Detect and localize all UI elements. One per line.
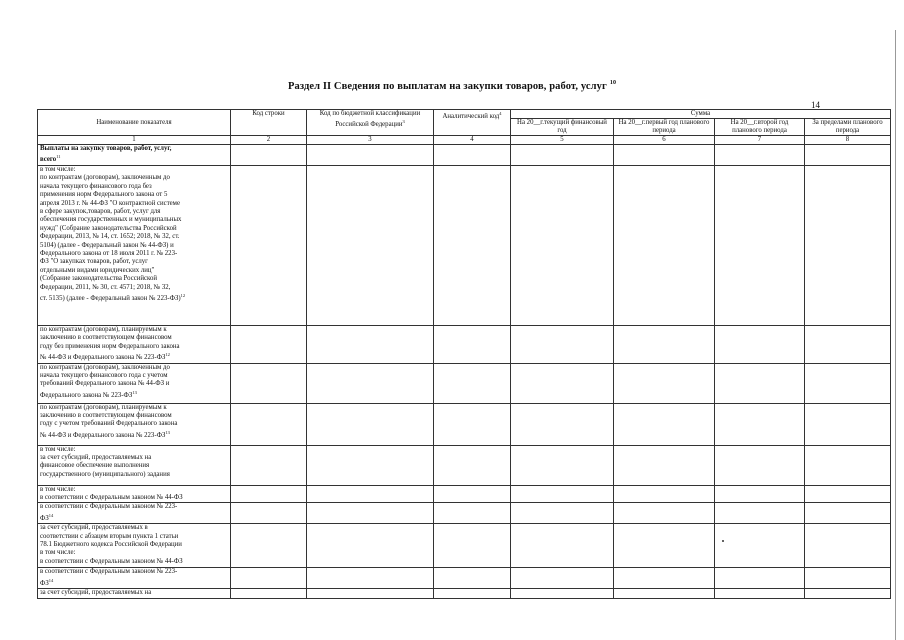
value-cell-col-4[interactable]	[434, 524, 511, 568]
value-cell-col-2[interactable]	[231, 568, 307, 589]
value-cell-col-3[interactable]	[307, 485, 434, 503]
value-cell-col-6[interactable]	[614, 363, 715, 403]
value-cell-col-5[interactable]	[511, 166, 614, 326]
value-cell-col-5[interactable]	[511, 524, 614, 568]
value-cell-col-8[interactable]	[805, 503, 891, 524]
value-cell-col-3[interactable]	[307, 445, 434, 485]
value-cell-col-3[interactable]	[307, 503, 434, 524]
value-cell-col-2[interactable]	[231, 363, 307, 403]
value-cell-col-5[interactable]	[511, 568, 614, 589]
indicator-name-line: государственного (муниципального) задания	[40, 470, 170, 478]
table-row	[38, 568, 891, 589]
scan-speck	[722, 540, 724, 542]
column-header-budget-code	[307, 110, 434, 136]
indicator-name-line: в том числе:	[40, 166, 76, 173]
column-number-6: 6	[614, 136, 715, 145]
value-cell-col-7[interactable]	[715, 445, 805, 485]
indicator-name-cell	[38, 485, 231, 503]
column-header-year-first: На 20__г.первый год планового периода	[614, 119, 715, 136]
indicator-name-line: в том числе:	[40, 549, 76, 557]
section-title	[0, 80, 904, 92]
indicator-name-line: (Собрание законодательства Российской	[40, 275, 158, 283]
value-cell-col-8[interactable]	[805, 403, 891, 445]
column-number-7: 7	[715, 136, 805, 145]
value-cell-col-5[interactable]	[511, 485, 614, 503]
indicator-name-line: заключению в соответствующем финансовом	[40, 412, 172, 420]
value-cell-col-4[interactable]	[434, 166, 511, 326]
value-cell-col-7[interactable]	[715, 145, 805, 166]
value-cell-col-8[interactable]	[805, 568, 891, 589]
value-cell-col-4[interactable]	[434, 363, 511, 403]
indicator-name-line: № 44-ФЗ и Федерального закона № 223-ФЗ	[40, 354, 166, 362]
indicator-name-line: Федерального закона № 223-ФЗ	[40, 391, 133, 399]
value-cell-col-3[interactable]	[307, 363, 434, 403]
table-row	[38, 166, 891, 326]
column-header-analytic-code-label: Аналитический код	[442, 113, 500, 120]
indicator-name-line: ст. 5135) (далее - Федеральный закон № 223-ФЗ)	[40, 295, 181, 303]
indicator-name-line: в сфере закупок,товаров, работ, услуг для	[40, 208, 161, 216]
indicator-name-line: применения норм Федерального закона от 5	[40, 191, 168, 199]
column-header-beyond: За пределами планового периода	[805, 119, 891, 136]
table-row	[38, 445, 891, 485]
indicator-name-line: по контрактам (договорам), заключенным до	[40, 363, 170, 371]
value-cell-col-7[interactable]	[715, 485, 805, 503]
value-cell-col-7[interactable]	[715, 524, 805, 568]
column-header-sum: Сумма	[511, 110, 891, 119]
indicator-name-cell	[38, 326, 231, 364]
value-cell-col-7[interactable]	[715, 589, 805, 599]
value-cell-col-6[interactable]	[614, 485, 715, 503]
value-cell-col-7[interactable]	[715, 166, 805, 326]
value-cell-col-7[interactable]	[715, 568, 805, 589]
value-cell-col-6[interactable]	[614, 445, 715, 485]
value-cell-col-8[interactable]	[805, 485, 891, 503]
indicator-name-line: по контрактам (договорам), планируемым к	[40, 403, 167, 411]
value-cell-col-6[interactable]	[614, 568, 715, 589]
indicator-name-line: заключению в соответствующем финансовом	[40, 334, 172, 342]
page-marker: 14	[811, 100, 820, 110]
indicator-name-line: нужд" (Собрание законодательства Российской	[40, 224, 177, 232]
value-cell-col-8[interactable]	[805, 166, 891, 326]
value-cell-col-4[interactable]	[434, 485, 511, 503]
value-cell-col-3[interactable]	[307, 524, 434, 568]
value-cell-col-2[interactable]	[231, 166, 307, 326]
table-row	[38, 403, 891, 445]
indicator-name-line: году без применения норм Федерального закона	[40, 342, 180, 350]
value-cell-col-8[interactable]	[805, 326, 891, 364]
table-row	[38, 589, 891, 599]
value-cell-col-3[interactable]	[307, 403, 434, 445]
value-cell-col-3[interactable]	[307, 326, 434, 364]
table-row	[38, 363, 891, 403]
indicator-name-cell	[38, 524, 231, 568]
budget-code-footnote: 3	[402, 119, 405, 124]
column-header-budget-code-label: Код по бюджетной классификации Российской Федерации	[319, 110, 421, 128]
value-cell-col-2[interactable]	[231, 403, 307, 445]
indicator-name-line: Федерального закона от 18 июля 2011 г. № 223-	[40, 250, 178, 258]
section-title-footnote: 10	[609, 80, 617, 86]
column-number-3: 3	[307, 136, 434, 145]
value-cell-col-5[interactable]	[511, 326, 614, 364]
value-cell-col-2[interactable]	[231, 589, 307, 599]
value-cell-col-6[interactable]	[614, 166, 715, 326]
indicator-name-cell	[38, 568, 231, 589]
value-cell-col-2[interactable]	[231, 524, 307, 568]
indicator-name-line: за счет субсидий, предоставляемых на	[40, 454, 152, 462]
column-number-2: 2	[231, 136, 307, 145]
value-cell-col-7[interactable]	[715, 403, 805, 445]
footnote-marker: 13	[132, 389, 137, 395]
indicator-name-line: № 44-ФЗ и Федерального закона № 223-ФЗ	[40, 431, 166, 439]
value-cell-col-7[interactable]	[715, 363, 805, 403]
value-cell-col-8[interactable]	[805, 363, 891, 403]
indicator-name-line: требований Федерального закона № 44-ФЗ и	[40, 380, 170, 388]
table-row	[38, 524, 891, 568]
indicator-name-line: 78.1 Бюджетного кодекса Российской Федерации	[40, 541, 182, 549]
indicator-name-cell	[38, 145, 231, 166]
value-cell-col-6[interactable]	[614, 145, 715, 166]
value-cell-col-6[interactable]	[614, 524, 715, 568]
footnote-marker: 12	[180, 293, 186, 299]
page-edge-line	[895, 30, 896, 640]
value-cell-col-2[interactable]	[231, 485, 307, 503]
indicator-name-line: Выплаты на закупку товаров, работ, услуг,	[40, 145, 172, 152]
value-cell-col-2[interactable]	[231, 445, 307, 485]
value-cell-col-8[interactable]	[805, 145, 891, 166]
value-cell-col-5[interactable]	[511, 589, 614, 599]
payments-table	[37, 109, 891, 599]
value-cell-col-5[interactable]	[511, 145, 614, 166]
value-cell-col-5[interactable]	[511, 403, 614, 445]
table-row	[38, 485, 891, 503]
value-cell-col-3[interactable]	[307, 589, 434, 599]
value-cell-col-4[interactable]	[434, 568, 511, 589]
value-cell-col-4[interactable]	[434, 589, 511, 599]
table-row	[38, 145, 891, 166]
value-cell-col-4[interactable]	[434, 445, 511, 485]
column-header-year-second: На 20__г.второй год планового периода	[715, 119, 805, 136]
indicator-name-line: обеспечения государственных и муниципальных	[40, 216, 182, 224]
value-cell-col-4[interactable]	[434, 145, 511, 166]
footnote-marker: 13	[165, 429, 170, 435]
indicator-name-line: ФЗ "О закупках товаров, работ, услуг	[40, 258, 148, 266]
value-cell-col-4[interactable]	[434, 326, 511, 364]
column-header-year-current: На 20__г.текущий финансовый год	[511, 119, 614, 136]
column-header-analytic-code	[434, 110, 511, 136]
indicator-name-line: финансовое обеспечение выполнения	[40, 462, 150, 470]
value-cell-col-8[interactable]	[805, 445, 891, 485]
value-cell-col-5[interactable]	[511, 445, 614, 485]
footnote-marker: 14	[48, 577, 54, 583]
indicator-name-line: всего	[40, 156, 57, 164]
value-cell-col-2[interactable]	[231, 326, 307, 364]
column-number-1: 1	[38, 136, 231, 145]
value-cell-col-3[interactable]	[307, 568, 434, 589]
indicator-name-line: за счет субсидий, предоставляемых в	[40, 524, 148, 532]
value-cell-col-2[interactable]	[231, 145, 307, 166]
value-cell-col-8[interactable]	[805, 524, 891, 568]
column-header-row-code: Код строки	[231, 110, 307, 136]
indicator-name-line: в том числе:	[40, 445, 76, 453]
indicator-name-line: ФЗ	[40, 514, 49, 522]
column-number-8: 8	[805, 136, 891, 145]
value-cell-col-5[interactable]	[511, 503, 614, 524]
indicator-name-cell	[38, 589, 231, 599]
indicator-name-cell	[38, 166, 231, 326]
value-cell-col-7[interactable]	[715, 503, 805, 524]
indicator-name-line: соответствии с абзацем вторым пункта 1 статьи	[40, 532, 179, 540]
indicator-name-line: 5104) (далее - Федеральный закон № 44-ФЗ) и	[40, 241, 174, 249]
value-cell-col-6[interactable]	[614, 403, 715, 445]
indicator-name-line: в соответствии с Федеральным законом № 44-ФЗ	[40, 557, 183, 565]
indicator-name-line: начала текущего финансового года с учетом	[40, 372, 168, 380]
value-cell-col-4[interactable]	[434, 503, 511, 524]
column-header-name: Наименование показателя	[38, 110, 231, 136]
value-cell-col-6[interactable]	[614, 326, 715, 364]
footnote-marker: 11	[56, 154, 61, 160]
footnote-marker: 12	[165, 352, 170, 358]
column-number-5: 5	[511, 136, 614, 145]
table-row	[38, 503, 891, 524]
value-cell-col-3[interactable]	[307, 166, 434, 326]
indicator-name-cell	[38, 363, 231, 403]
indicator-name-line: в соответствии с Федеральным законом № 223-	[40, 568, 178, 576]
footnote-marker: 14	[48, 512, 54, 518]
indicator-name-line: в том числе:	[40, 485, 76, 493]
indicator-name-line: начала текущего финансового года без	[40, 182, 152, 190]
indicator-name-line: в соответствии с Федеральным законом № 223-	[40, 503, 178, 511]
value-cell-col-5[interactable]	[511, 363, 614, 403]
indicator-name-line: апреля 2013 г. № 44-ФЗ "О контрактной системе	[40, 199, 181, 207]
indicator-name-line: за счет субсидий, предоставляемых на	[40, 589, 152, 597]
indicator-name-cell	[38, 445, 231, 485]
value-cell-col-4[interactable]	[434, 403, 511, 445]
value-cell-col-7[interactable]	[715, 326, 805, 364]
indicator-name-cell	[38, 503, 231, 524]
indicator-name-line: отдельными видами юридических лиц"	[40, 266, 155, 274]
value-cell-col-6[interactable]	[614, 503, 715, 524]
section-title-text: Раздел II Сведения по выплатам на закупки товаров, работ, услуг	[287, 81, 607, 92]
indicator-name-line: по контрактам (договорам), планируемым к	[40, 326, 167, 333]
indicator-name-line: году с учетом требований Федерального закона	[40, 420, 178, 428]
value-cell-col-3[interactable]	[307, 145, 434, 166]
indicator-name-line: Федерации, 2013, № 14, ст. 1652; 2018, № 32, ст.	[40, 233, 180, 241]
table-row	[38, 326, 891, 364]
indicator-name-line: Федерации, 2011, № 30, ст. 4571; 2018, № 32,	[40, 283, 171, 291]
column-number-4: 4	[434, 136, 511, 145]
value-cell-col-6[interactable]	[614, 589, 715, 599]
indicator-name-line: в соответствии с Федеральным законом № 44-ФЗ	[40, 494, 183, 502]
indicator-name-line: по контрактам (договорам), заключенным до	[40, 174, 170, 182]
indicator-name-cell	[38, 403, 231, 445]
indicator-name-line: ФЗ	[40, 579, 49, 587]
analytic-code-footnote: 4	[499, 111, 502, 116]
value-cell-col-8[interactable]	[805, 589, 891, 599]
value-cell-col-2[interactable]	[231, 503, 307, 524]
